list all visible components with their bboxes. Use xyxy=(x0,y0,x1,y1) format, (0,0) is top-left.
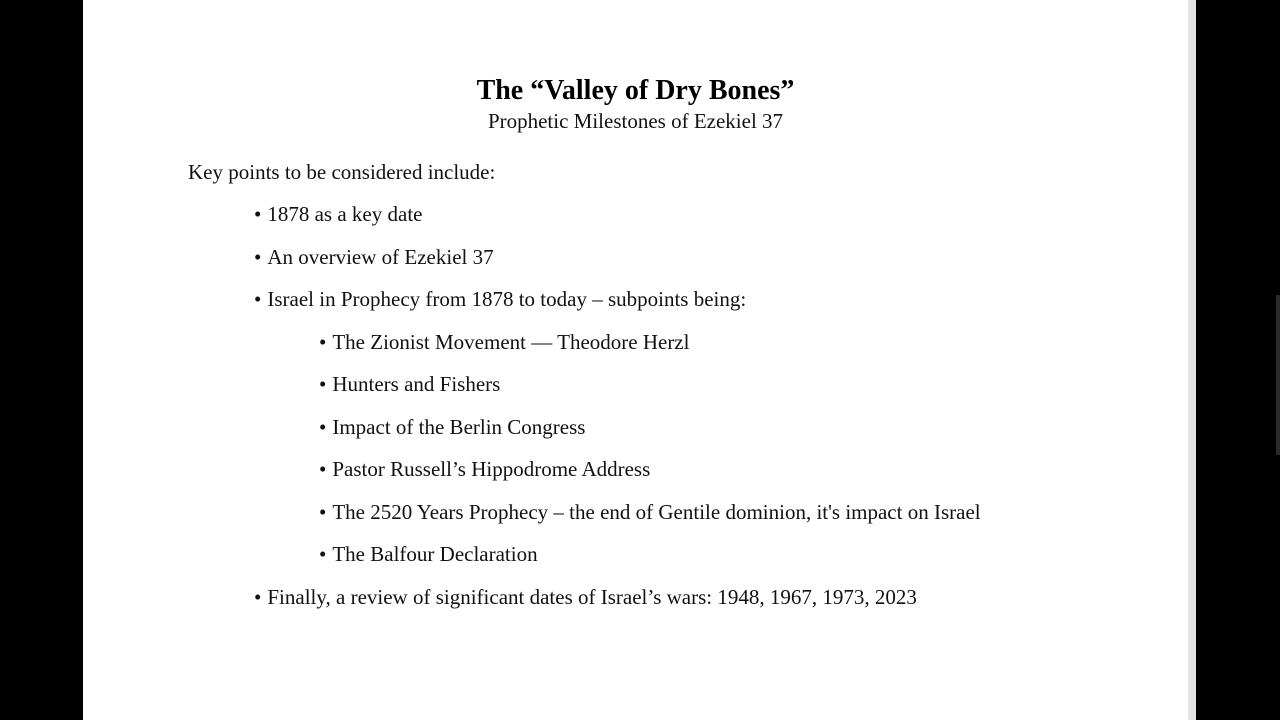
list-item xyxy=(254,244,494,270)
list-item-text: 1878 as a key date xyxy=(267,202,423,226)
bullet-icon: • xyxy=(319,415,327,439)
sub-list-item-text: The Zionist Movement — Theodore Herzl xyxy=(332,330,690,354)
bullet-icon: • xyxy=(254,202,262,226)
list-item-text: Israel in Prophecy from 1878 to today – subpoints being: xyxy=(267,287,747,311)
list-item-text: Finally, a review of significant dates of Israel’s wars: 1948, 1967, 1973, 2023 xyxy=(267,585,917,609)
sub-list-item-text: The 2520 Years Prophecy – the end of Gentile dominion, it's impact on Israel xyxy=(332,500,981,524)
bullet-icon: • xyxy=(319,500,327,524)
edge-marker xyxy=(1276,295,1280,455)
sub-list-item-text: Hunters and Fishers xyxy=(332,372,501,396)
sub-list-item xyxy=(319,414,585,440)
document-subtitle: Prophetic Milestones of Ezekiel 37 xyxy=(487,109,784,133)
bullet-icon: • xyxy=(319,457,327,481)
sub-list-item-text: The Balfour Declaration xyxy=(332,542,538,566)
document-page xyxy=(83,0,1188,720)
sub-list-item xyxy=(319,456,650,482)
sub-list-item xyxy=(319,541,538,567)
bullet-icon: • xyxy=(254,245,262,269)
sub-list-item xyxy=(319,371,500,397)
bullet-icon: • xyxy=(254,585,262,609)
list-item xyxy=(254,584,917,610)
list-item-text: An overview of Ezekiel 37 xyxy=(267,245,494,269)
bullet-icon: • xyxy=(319,372,327,396)
bullet-icon: • xyxy=(319,330,327,354)
intro-text: Key points to be considered include: xyxy=(188,160,496,184)
sub-list-item xyxy=(319,499,981,525)
list-item xyxy=(254,286,746,312)
bullet-icon: • xyxy=(319,542,327,566)
sub-list-item-text: Pastor Russell’s Hippodrome Address xyxy=(332,457,651,481)
page-edge-shadow xyxy=(1188,0,1196,720)
sub-list-item xyxy=(319,329,689,355)
document-title: The “Valley of Dry Bones” xyxy=(476,75,795,106)
list-item xyxy=(254,201,422,227)
sub-list-item-text: Impact of the Berlin Congress xyxy=(332,415,586,439)
bullet-icon: • xyxy=(254,287,262,311)
